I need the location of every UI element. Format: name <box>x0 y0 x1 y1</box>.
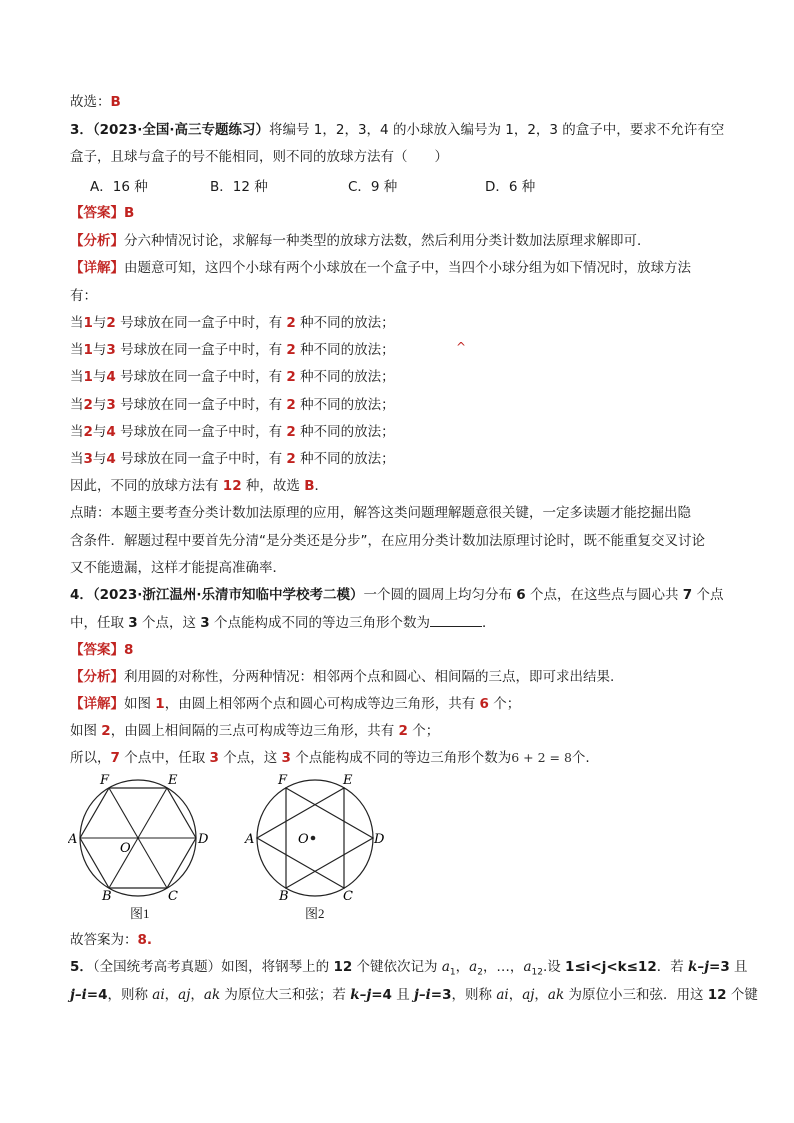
figure-1-hexagon <box>68 772 218 902</box>
q3-analysis: 分六种情况讨论，求解每一种类型的放球方法数，然后利用分类计数加法原理求解即可． <box>124 233 651 249</box>
q4-number: 4． <box>70 587 93 603</box>
fig1-label-f: F <box>100 773 110 788</box>
q3-case-6: 当3与4 号球放在同一盒子中时，有 2 种不同的放法； <box>70 451 395 467</box>
q3-analysis-tag: 【分析】 <box>70 233 124 249</box>
q3-conclusion: 因此，不同的放球方法有 12 种，故选 B． <box>70 478 328 494</box>
q3-number: 3． <box>70 122 93 138</box>
q3-option-b: B．12 种 <box>210 179 268 195</box>
q5-stem-line2: j–i=4，则称 ai，aj，ak 为原位大三和弦；若 k–j=4 且 j–i=3，则称 ai，aj，ak 为原位小三和弦．用这 12 个键 <box>70 987 758 1003</box>
figure-1-caption: 图1 <box>130 906 150 921</box>
fig2-label-f: F <box>278 773 288 788</box>
q3-analysis-line <box>70 231 651 251</box>
figure-2-caption: 图2 <box>305 906 325 921</box>
answer-blank <box>430 612 482 627</box>
fig1-label-e: E <box>168 773 178 788</box>
q4-answer: 8 <box>124 642 134 658</box>
fig2-label-e: E <box>343 773 353 788</box>
q3-note-line2: 含条件．解题过程中要首先分清“是分类还是分步”，在应用分类计数加法原理讨论时，既不能重复交叉讨论 <box>70 533 705 549</box>
fig1-label-a: A <box>68 832 78 847</box>
q3-option-d: D．6 种 <box>485 179 536 195</box>
q3-case-5: 当2与4 号球放在同一盒子中时，有 2 种不同的放法； <box>70 424 395 440</box>
q4-final-answer: 故答案为：8. <box>70 932 153 948</box>
q5-stem-line1: 5．（全国统考高考真题）如图，将钢琴上的 12 个键依次记为 $a_1$，$a_2$，…，$a_{12}$.设 1≤i<j<k≤12．若 k–j=3 且 <box>70 959 748 978</box>
q3-source: （2023·全国·高三专题练习） <box>92 122 269 138</box>
q3-stem-line1 <box>70 120 724 140</box>
fig2-label-c: C <box>343 889 353 902</box>
q4-source: （2023·浙江温州·乐清市知临中学校考二模） <box>92 587 364 603</box>
q4-stem-line1: 4．（2023·浙江温州·乐清市知临中学校考二模）一个圆的圆周上均匀分布 6 个点，在这些点与圆心共 7 个点 <box>70 587 724 603</box>
caret-mark: ^ <box>456 340 467 354</box>
sum-equation: 6 + 2 = 8 <box>511 750 572 765</box>
q3-case-2: 当1与3 号球放在同一盒子中时，有 2 种不同的放法； <box>70 342 395 358</box>
fig2-label-o: O <box>298 832 309 847</box>
q3-detail1: 由题意可知，这四个小球有两个小球放在一个盒子中，当四个小球分组为如下情况时，放球方法 <box>124 260 691 276</box>
q3-note-line3: 又不能遗漏，这样才能提高准确率． <box>70 560 286 576</box>
q3-case-1: 当1与2 号球放在同一盒子中时，有 2 种不同的放法； <box>70 315 395 331</box>
q3-text1: 将编号 1，2，3，4 的小球放入编号为 1，2，3 的盒子中，要求不允许有空 <box>269 122 725 138</box>
q3-case-4: 当2与3 号球放在同一盒子中时，有 2 种不同的放法； <box>70 397 395 413</box>
fig1-label-o: O <box>120 841 131 856</box>
q5-number: 5． <box>70 959 93 975</box>
fig2-label-a: A <box>245 832 255 847</box>
q3-answer-line <box>70 203 134 223</box>
prev-answer-label: 故选： <box>70 94 111 110</box>
prev-answer-line <box>70 92 121 112</box>
q3-case-3: 当1与4 号球放在同一盒子中时，有 2 种不同的放法； <box>70 369 395 385</box>
q3-detail-line2: 有： <box>70 288 97 304</box>
fig2-label-d: D <box>374 832 385 847</box>
q3-detail-tag: 【详解】 <box>70 260 124 276</box>
q3-option-a: A．16 种 <box>90 179 148 195</box>
figure-2-hexagram <box>243 772 393 902</box>
q4-analysis-line: 【分析】利用圆的对称性，分两种情况：相邻两个点和圆心、相间隔的三点，即可求出结果. <box>70 669 615 685</box>
q3-option-c: C．9 种 <box>348 179 398 195</box>
q4-detail-line3: 所以，7 个点中，任取 3 个点，这 3 个点能构成不同的等边三角形个数为6 + 2 = 8个. <box>70 750 590 766</box>
prev-answer-value: B <box>110 94 121 110</box>
q3-stem-line2: 盒子，且球与盒子的号不能相同，则不同的放球方法有（ ） <box>70 149 448 165</box>
fig1-label-c: C <box>168 889 178 902</box>
q3-answer-tag: 【答案】 <box>70 205 124 221</box>
q4-answer-line: 【答案】8 <box>70 642 134 658</box>
fig1-label-b: B <box>102 889 112 902</box>
fig1-label-d: D <box>198 832 209 847</box>
fig2-label-b: B <box>279 889 289 902</box>
q3-note-line1: 点睛：本题主要考查分类计数加法原理的应用，解答这类问题理解题意很关键，一定多读题才能挖掘出隐 <box>70 505 691 521</box>
q4-detail-line1: 【详解】如图 1，由圆上相邻两个点和圆心可构成等边三角形，共有 6 个； <box>70 696 521 712</box>
q4-detail-line2: 如图 2，由圆上相间隔的三点可构成等边三角形，共有 2 个； <box>70 723 440 739</box>
q4-stem-line2: 中，任取 3 个点，这 3 个点能构成不同的等边三角形个数为 ． <box>70 612 496 633</box>
q3-answer: B <box>124 205 135 221</box>
q5-source: （全国统考高考真题） <box>92 959 222 975</box>
fig2-center-point <box>311 836 316 841</box>
q3-detail-line1 <box>70 258 691 278</box>
